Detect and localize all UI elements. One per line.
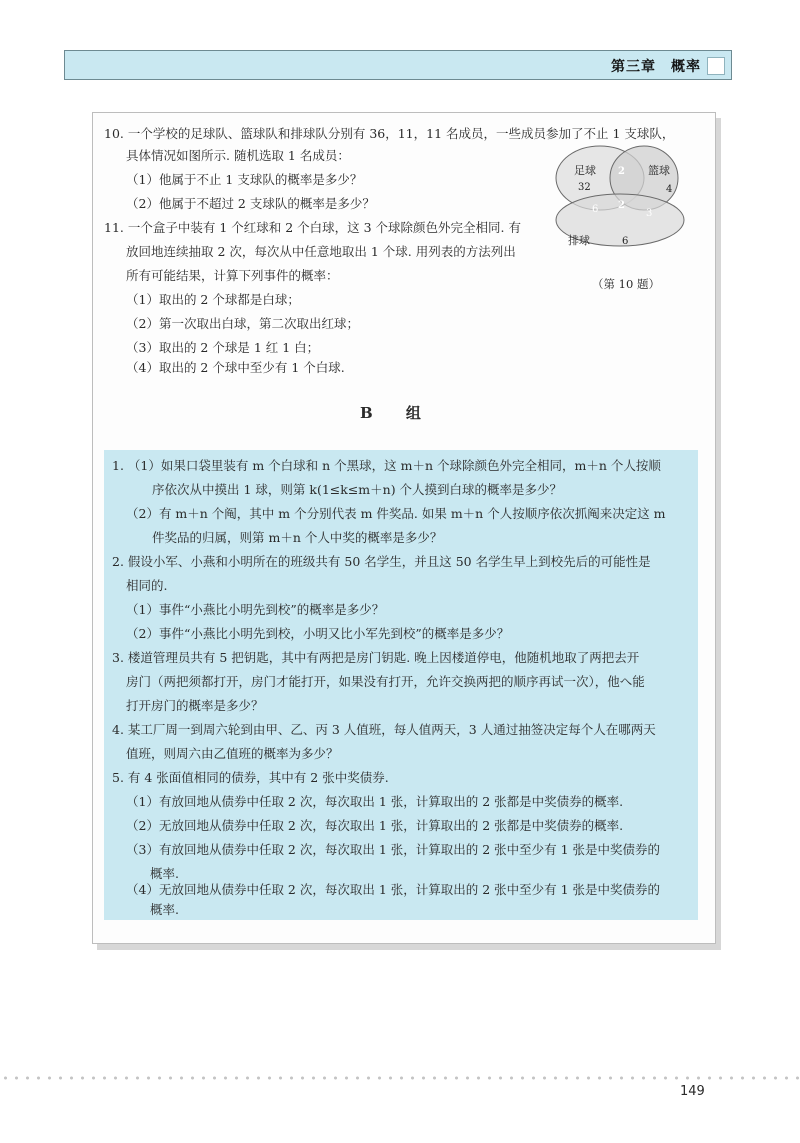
header-square-decoration <box>707 57 725 75</box>
football-count: 32 <box>578 182 591 193</box>
b-line-11: 4. 某工厂周一到周六轮到由甲、乙、丙 3 人值班，每人值两天，3 人通过抽签决定每个人在哪两天 <box>112 722 656 737</box>
a-line-4: 11. 一个盒子中装有 1 个红球和 2 个白球，这 3 个球除颜色外完全相同. 有 <box>104 220 521 235</box>
chapter-header-bar <box>64 50 732 80</box>
b-line-9: 房门（两把须都打开，房门才能打开，如果没有打开，允许交换两把的顺序再试一次），他へ能 <box>126 674 645 689</box>
basketball-label: 篮球 <box>648 164 670 177</box>
venn-diagram <box>552 140 692 250</box>
b-line-18: （4）无放回地从债券中任取 2 次，每次取出 1 张，计算取出的 2 张中至少有 1 张是中奖债券的 <box>126 882 661 897</box>
b-line-12: 值班，则周六由乙值班的概率为多少？ <box>126 746 339 761</box>
b-line-10: 打开房门的概率是多少？ <box>126 698 264 713</box>
b-line-16: （3）有放回地从债券中任取 2 次，每次取出 1 张，计算取出的 2 张中至少有 1 张是中奖债券的 <box>126 842 661 857</box>
b-line-4: 2. 假设小军、小燕和小明所在的班级共有 50 名学生，并且这 50 名学生早上到校先后的可能性是 <box>112 554 651 569</box>
a-line-6: 所有可能结果，计算下列事件的概率： <box>126 268 339 283</box>
a-line-5: 放回地连续抽取 2 次，每次从中任意地取出 1 个球. 用列表的方法列出 <box>126 244 516 259</box>
volleyball-label: 排球 <box>568 234 590 247</box>
football-label: 足球 <box>574 164 596 177</box>
b-line-19: 概率. <box>150 902 179 917</box>
all-three-overlap: 2 <box>618 200 625 211</box>
dotted-divider <box>0 1075 800 1081</box>
b-line-1: 序依次从中摸出 1 球，则第 k(1≤k≤m＋n) 个人摸到白球的概率是多少？ <box>152 482 563 497</box>
b-line-5: 相同的. <box>126 578 168 593</box>
b-line-6: （1）事件“小燕比小明先到校”的概率是多少？ <box>126 602 385 617</box>
b-line-3: 件奖品的归属，则第 m＋n 个人中奖的概率是多少？ <box>152 530 443 545</box>
b-line-14: （1）有放回地从债券中任取 2 次，每次取出 1 张，计算取出的 2 张都是中奖债券的概率. <box>126 794 624 809</box>
figure-caption: （第 10 题） <box>592 277 660 291</box>
b-line-15: （2）无放回地从债券中任取 2 次，每次取出 1 张，计算取出的 2 张都是中奖债券的概率. <box>126 818 624 833</box>
a-line-1: 具体情况如图所示. 随机选取 1 名成员： <box>126 148 350 163</box>
b-line-0: 1. （1）如果口袋里装有 m 个白球和 n 个黑球，这 m＋n 个球除颜色外完全相同，m＋n 个人按顺 <box>112 458 661 473</box>
fb-bb-overlap: 2 <box>618 166 625 177</box>
fb-vb-overlap: 6 <box>592 204 599 215</box>
bb-vb-overlap: 3 <box>646 208 653 219</box>
b-line-17: 概率. <box>150 866 179 881</box>
a-line-3: （2）他属于不超过 2 支球队的概率是多少？ <box>126 196 375 211</box>
b-line-2: （2）有 m＋n 个阄，其中 m 个分别代表 m 件奖品. 如果 m＋n 个人按顺序依次抓阄来决定这 m <box>126 506 666 521</box>
a-line-10: （4）取出的 2 个球中至少有 1 个白球. <box>126 360 345 375</box>
a-line-2: （1）他属于不止 1 支球队的概率是多少？ <box>126 172 363 187</box>
a-line-0: 10. 一个学校的足球队、篮球队和排球队分别有 36，11，11 名成员，一些成员参加了不止 1 支球队， <box>104 126 675 141</box>
a-line-7: （1）取出的 2 个球都是白球； <box>126 292 300 307</box>
section-b-title: B 组 <box>360 404 435 422</box>
basketball-count: 4 <box>666 184 673 195</box>
b-line-7: （2）事件“小燕比小明先到校，小明又比小军先到校”的概率是多少？ <box>126 626 510 641</box>
a-line-9: （3）取出的 2 个球是 1 红 1 白； <box>126 340 320 355</box>
chapter-title: 第三章 概率 <box>611 59 701 75</box>
page-number: 149 <box>680 1084 705 1099</box>
b-line-8: 3. 楼道管理员共有 5 把钥匙，其中有两把是房门钥匙. 晚上因楼道停电，他随机地取了两把去开 <box>112 650 640 665</box>
b-line-13: 5. 有 4 张面值相同的债券，其中有 2 张中奖债券. <box>112 770 389 785</box>
a-line-8: （2）第一次取出白球，第二次取出红球； <box>126 316 359 331</box>
volleyball-count: 6 <box>622 236 629 247</box>
